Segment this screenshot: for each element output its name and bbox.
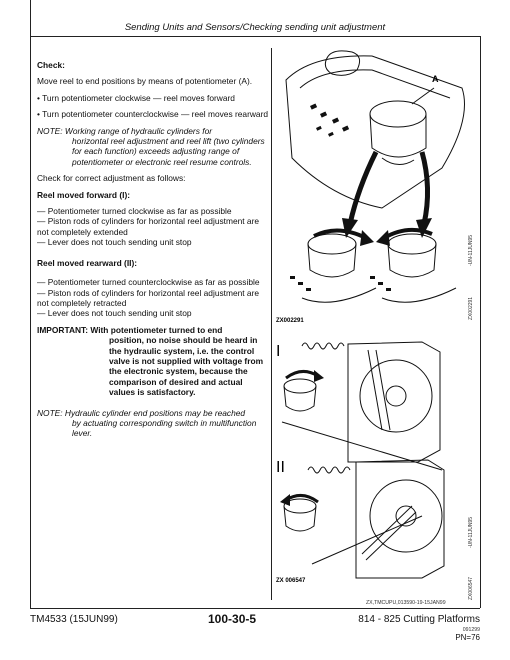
clockwise-text: • Turn potentiometer clockwise — reel moves forward xyxy=(37,92,235,103)
knob-rearward-body xyxy=(388,244,436,277)
knob-forward-body xyxy=(308,244,356,277)
rearward-item-1: — Potentiometer turned counterclockwise as far as possible xyxy=(37,277,260,288)
note-2-rest: by actuating corresponding switch in multifunction lever. xyxy=(72,417,257,439)
figure-1-side-b: ZX002291 xyxy=(468,296,474,320)
rotation-arrow-1 xyxy=(286,371,318,378)
callout-a-line xyxy=(412,88,434,104)
check-heading: Check: xyxy=(37,60,65,70)
lever-1 xyxy=(368,350,382,430)
right-margin-rule xyxy=(480,36,481,608)
footer-right: 814 - 825 Cutting Platforms xyxy=(358,614,480,625)
forward-list xyxy=(37,206,269,248)
important-label: IMPORTANT: xyxy=(37,324,89,335)
spring-2 xyxy=(308,467,350,473)
arrow-left xyxy=(350,152,376,224)
figure-reel-potentiometer xyxy=(272,48,480,328)
document-code: ZX,TMCUPU,013590-19-15JAN99 xyxy=(366,600,446,606)
knob-1-body xyxy=(284,386,316,411)
arrow-right xyxy=(422,152,428,224)
figure-sending-unit xyxy=(272,330,480,588)
note-2 xyxy=(37,408,269,439)
footer-date-code: 091299 xyxy=(462,627,480,633)
sending-unit-disc-1 xyxy=(360,360,432,432)
footer-left: TM4533 (15JUN99) xyxy=(30,614,118,625)
position-label-2: II xyxy=(276,459,285,476)
rearward-heading: Reel moved rearward (II): xyxy=(37,257,138,268)
rearward-list xyxy=(37,277,269,319)
note-1-label: NOTE: xyxy=(37,125,63,136)
knob-1-top xyxy=(284,379,316,393)
important-rest: position, no noise should be heard in the hydraulic system, i.e. the control valve is not supplied with voltage from the electronic system, because the comparison of desired and actual values is satisfactory. xyxy=(109,335,264,398)
knob-2-body xyxy=(284,506,316,531)
page-header: Sending Units and Sensors/Checking sending unit adjustment xyxy=(124,22,386,33)
footer-rule xyxy=(30,608,480,609)
knob-rearward-top xyxy=(388,234,436,254)
left-margin-rule xyxy=(30,36,31,608)
console-edge xyxy=(300,70,450,98)
sending-unit-plate-2 xyxy=(356,460,444,578)
note-2-label: NOTE: xyxy=(37,407,63,418)
spring-1 xyxy=(302,343,344,349)
potentiometer-knob-top xyxy=(370,101,426,127)
forward-item-3: — Lever does not touch sending unit stop xyxy=(37,237,192,248)
rearward-item-3: — Lever does not touch sending unit stop xyxy=(37,308,192,319)
footer-page-ref: 100-30-5 xyxy=(208,612,257,626)
figure-2-side-b: ZX006547 xyxy=(468,576,474,600)
move-reel-text: Move reel to end positions by means of potentiometer (A). xyxy=(37,76,253,87)
important-note xyxy=(37,325,269,398)
figure-1-id: ZX002291 xyxy=(276,318,304,324)
important-first: With potentiometer turned to end xyxy=(90,324,223,335)
note-1 xyxy=(37,126,269,168)
rearward-item-2: — Piston rods of cylinders for horizontal reel adjustment are not completely retracted xyxy=(37,287,260,308)
figure-1-side-a: -UN-11JUN95 xyxy=(468,234,474,266)
text-column xyxy=(37,60,269,445)
callout-a: A xyxy=(432,74,439,84)
note-1-first: Working range of hydraulic cylinders for xyxy=(64,125,213,136)
footer-page-number: PN=76 xyxy=(455,633,480,642)
figure-2-id: ZX 006547 xyxy=(276,578,306,584)
sending-unit-disc-2 xyxy=(370,480,442,552)
figure-2-side-a: -UN-11JUN95 xyxy=(468,516,474,548)
counterclockwise-text: • Turn potentiometer counterclockwise — reel moves rearward xyxy=(37,109,269,120)
header-rule xyxy=(30,36,480,37)
forward-item-1: — Potentiometer turned clockwise as far as possible xyxy=(37,206,232,217)
left-margin-rule-top xyxy=(30,0,31,36)
forward-heading: Reel moved forward (I): xyxy=(37,189,131,200)
note-1-rest: horizontal reel adjustment and reel lift (two cylinders for each function) exceeds adjusting range of potentiometer or electronic reel resume controls. xyxy=(72,136,265,167)
potentiometer-knob-body xyxy=(370,114,426,157)
check-adjustment-text: Check for correct adjustment as follows: xyxy=(37,173,186,184)
note-2-first: Hydraulic cylinder end positions may be reached xyxy=(64,407,246,418)
position-label-1: I xyxy=(276,343,281,360)
forward-item-2: — Piston rods of cylinders for horizontal reel adjustment are not completely extended xyxy=(37,216,260,237)
rear-knob xyxy=(325,51,359,75)
